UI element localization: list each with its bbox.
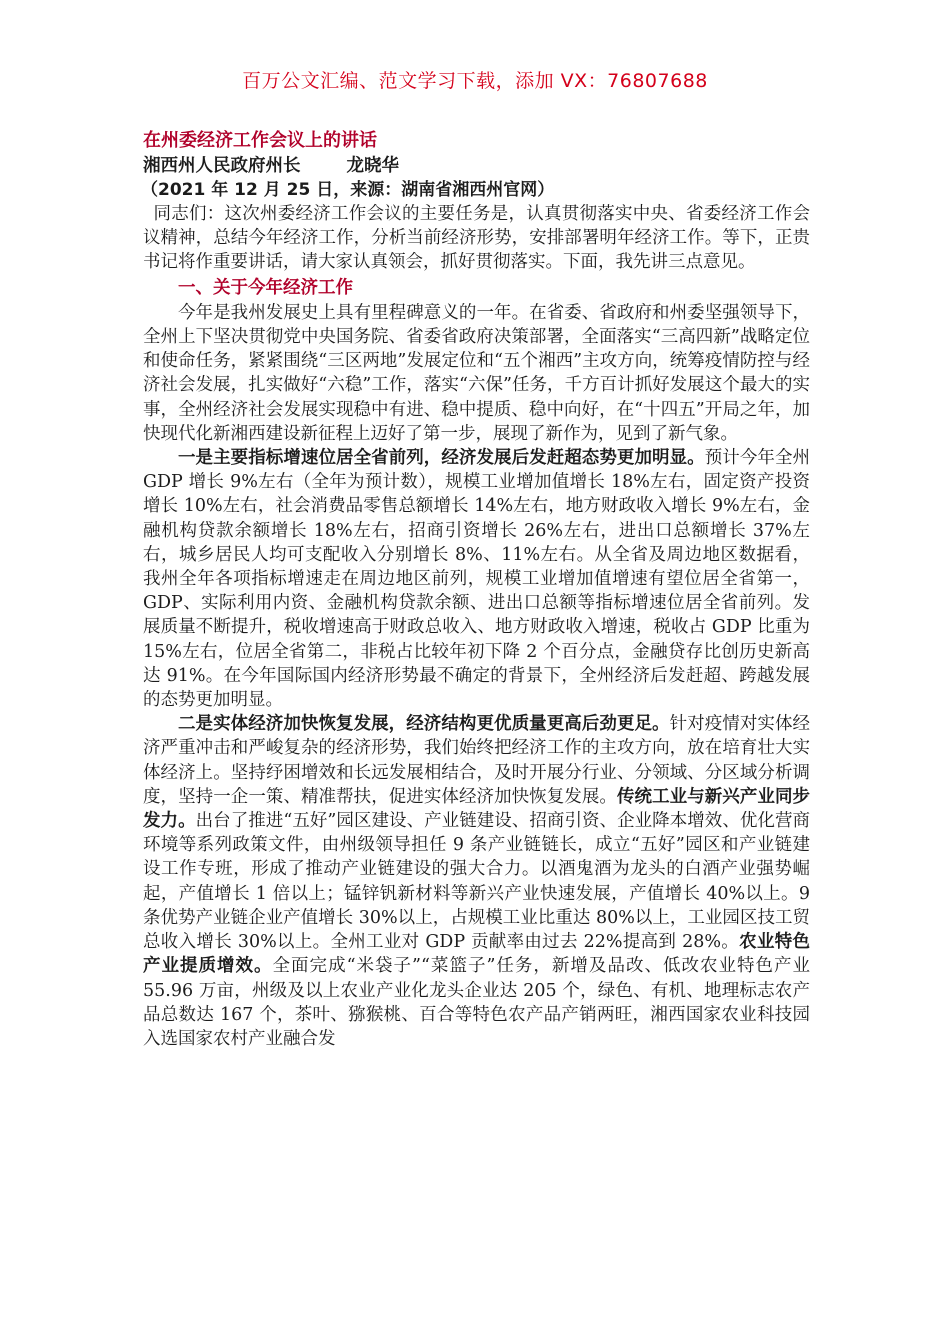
paragraph-3-text-industry: 出台了推进“五好”园区建设、产业链建设、招商引资、企业降本增效、优化营商环境等系列政策文件，由州级领导担任 9 条产业链链长，成立“五好”园区和产业链建设工作专班，形成了推动产业链建设的强大合力。以酒鬼酒为龙头的白酒产业强势崛起，产值增长 1 倍以上；锰锌钒新材料等新兴产业快速发展，产值增长 40%以上。9 条优势产业链企业产值增长 30%以上，占规模工业比重达 80%以上，工业园区技工贸总收入增长 30%以上。全州工业对 GDP 贡献率由过去 22%提高到 28%。: [143, 811, 811, 953]
paragraph-3-subhead-industry: 传统工业与新兴产业同步发力。: [143, 786, 811, 832]
author-line: [143, 154, 810, 178]
paragraph-3-lead: 二是实体经济加快恢复发展，经济结构更优质量更高后劲更足。: [178, 714, 670, 735]
paragraph-3: [143, 712, 810, 1051]
paragraph-3-subhead-agriculture: 农业特色产业提质增效。: [143, 932, 810, 977]
paragraph-2-text: 预计今年全州 GDP 增长 9%左右（全年为预计数），规模工业增加值增长 18%左右，固定资产投资增长 10%左右，社会消费品零售总额增长 14%左右，地方财政收入增长 9%左右，金融机构贷款余额增长 18%左右，招商引资增长 26%左右，进出口总额增长 37%左右，城乡居民人均可支配收入分别增长 8%、11%左右。从全省及周边地区数据看，我州全年各项指标增速走在周边地区前列，规模工业增加值增速有望位居全省第一，GDP、实际利用内资、金融机构贷款余额、进出口总额等指标增速位居全省前列。发展质量不断提升，税收增速高于财政总收入、地方财政收入增速，税收占 GDP 比重为 15%左右，位居全省第二，非税占比较年初下降 2 个百分点，金融贷存比创历史新高达 91%。在今年国际国内经济形势最不确定的背景下，全州经济后发赶超、跨越发展的态势更加明显。: [143, 448, 811, 711]
paragraph-2-lead: 一是主要指标增速位居全省前列，经济发展后发赶超态势更加明显。: [178, 448, 705, 469]
paragraph-2: [143, 446, 810, 712]
paragraph-3-text: 针对疫情对实体经济严重冲击和严峻复杂的经济形势，我们始终把经济工作的主攻方向，放在培育壮大实体经济上。坚持纾困增效和长远发展相结合，及时开展分行业、分领域、分区域分析调度，坚持一企一策、精准帮扶，促进实体经济加快恢复发展。: [143, 714, 811, 807]
document-body: [143, 128, 810, 1051]
paragraph-3-text-agriculture: 全面完成“米袋子”“菜篮子”任务，新增及品改、低改农业特色产业 55.96 万亩，州级及以上农业产业化龙头企业达 205 个，绿色、有机、地理标志农产品总数达 167 个，茶叶、猕猴桃、百合等特色农产品产销两旺，湘西国家农业科技园入选国家农村产业融合发: [143, 956, 810, 1049]
author-name: 龙晓华: [346, 156, 399, 176]
source-line: （2021 年 12 月 25 日，来源：湖南省湘西州官网）: [141, 180, 555, 200]
author-role: 湘西州人民政府州长: [143, 156, 301, 176]
paragraph-1: 今年是我州发展史上具有里程碑意义的一年。在省委、省政府和州委坚强领导下，全州上下坚决贯彻党中央国务院、省委省政府决策部署，全面落实“三高四新”战略定位和使命任务，紧紧围绕“三区两地”发展定位和“五个湘西”主攻方向，统筹疫情防控与经济社会发展，扎实做好“六稳”工作，落实“六保”任务，千方百计抓好发展这个最大的实事，全州经济社会发展实现稳中有进、稳中提质、稳中向好，在“十四五”开局之年，加快现代化新湘西建设新征程上迈好了第一步，展现了新作为，见到了新气象。: [143, 302, 810, 444]
intro-paragraph: 同志们：这次州委经济工作会议的主要任务是，认真贯彻落实中央、省委经济工作会议精神，总结今年经济工作，分析当前经济形势，安排部署明年经济工作。等下，正贵书记将作重要讲话，请大家认真领会，抓好贯彻落实。下面，我先讲三点意见。: [143, 204, 810, 273]
header-banner: 百万公文汇编、范文学习下载，添加 VX：76807688: [242, 70, 708, 92]
section-heading: 一、关于今年经济工作: [178, 277, 353, 298]
document-title: 在州委经济工作会议上的讲话: [143, 130, 377, 151]
